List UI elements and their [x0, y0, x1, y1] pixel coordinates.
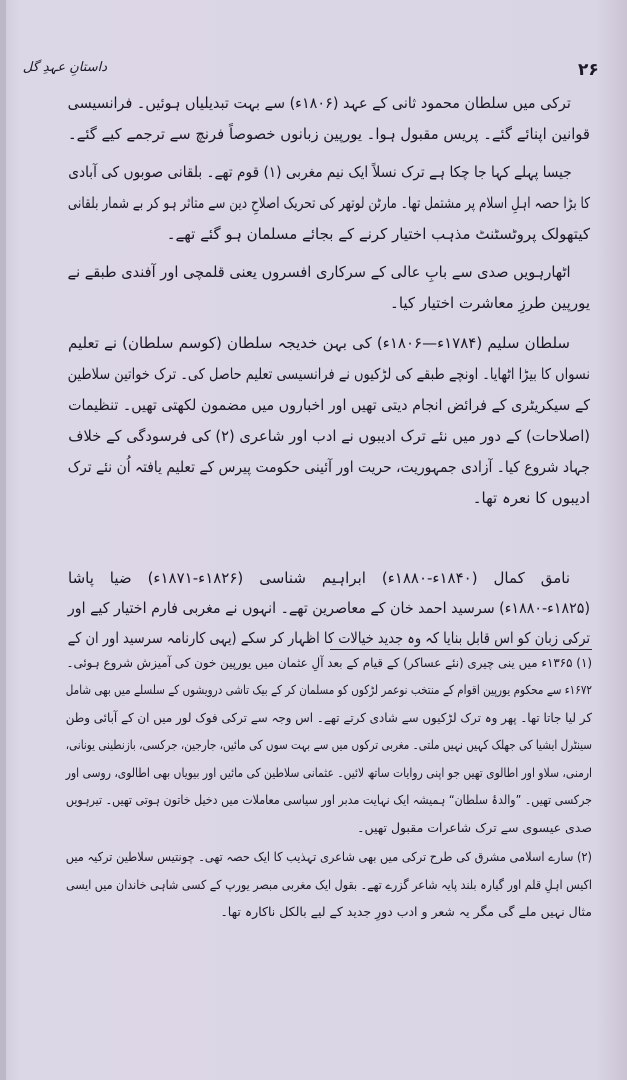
- body-line: ترکی میں سلطان محمود ثانی کے عہد (۱۸۰۶ء) سے بہت تبدیلیاں ہوئیں۔ فرانسیسی: [67, 94, 571, 112]
- body-line: نسواں کا بیڑا اٹھایا۔ اونچے طبقے کی لڑکیوں نے فرانسیسی تعلیم حاصل کی۔ ترک خواتین سلاطین: [67, 365, 591, 383]
- body-line: جہاد شروع کیا۔ آزادی جمہوریت، حریت اور آئینی حکومت پیرس کے تعلیم یافتہ اُن نئے ترک: [67, 458, 591, 476]
- footnote-line: سینٹرل ایشیا کی جھلک کہیں نہیں ملتی۔ مغربی ترکوں میں سے بہت سوں کی مائیں، جارجین، جرکسی، بازنطینی یونانی،: [65, 737, 592, 752]
- body-line: کا بڑا حصہ اہلِ اسلام پر مشتمل تھا۔ مارٹن لوتھر کی تحریک اصلاحِ دین سے متاثر ہو کر بے شمار بلقانی: [67, 194, 590, 212]
- running-header-title: داستانِ عہدِ گل: [22, 60, 107, 75]
- body-line: کیتھولک پروٹسٹنٹ مذہب اختیار کرنے کے بجائے مسلمان ہو گئے تھے۔: [166, 225, 590, 243]
- body-line: نامق کمال (۱۸۴۰ء-۱۸۸۰ء) ابراہیم شناسی (۱۸۲۶ء-۱۸۷۱ء) ضیا پاشا: [68, 569, 570, 587]
- page-edge: [0, 0, 6, 1080]
- footnote-line: مثال نہیں ملے گی مگر یہ شعر و ادب دورِ جدید کے لیے بالکل ناکارہ تھا۔: [220, 904, 592, 919]
- footnote-line: جرکسی تھیں۔ ”والدۂ سلطان“ ہمیشہ ایک نہایت مدبر اور سیاسی معاملات میں دخیل خاتون ہوتی تھیں۔ تیرہویں: [65, 792, 593, 807]
- footnote-line: صدی عیسوی سے ترک شاعرات مقبول تھیں۔: [357, 820, 592, 835]
- body-line: (۱۸۲۵ء-۱۸۸۰ء) سرسید احمد خان کے معاصرین تھے۔ انہوں نے مغربی فارم اختیار کیے اور: [67, 599, 590, 617]
- body-line: کے سیکریٹری کے فرائض انجام دیتی تھیں اور اخباروں میں مضمون لکھتی تھیں۔ تنظیمات: [68, 396, 590, 414]
- body-line: ادیبوں کا نعرہ تھا۔: [472, 489, 590, 507]
- footnote-line: اکیس اہلِ قلم اور گیارہ بلند پایہ شاعر گزرے تھے۔ بقول ایک مغربی مبصر یورپ کے کسی شاہی خاندان میں ایسی: [65, 877, 592, 892]
- body-line: قوانین اپنائے گئے۔ پریس مقبول ہوا۔ یورپین زبانوں خصوصاً فرنچ سے ترجمے کیے گئے۔: [68, 125, 591, 143]
- footnote-line: ارمنی، سلاو اور اطالوی تھیں جو اپنی روایات ساتھ لائیں۔ عثمانی سلاطین کی مائیں اور بیویاں بھی اطالوی، روسی اور: [65, 765, 592, 780]
- footnote-line: (۱) ۱۳۶۵ء میں ینی چیری (نئے عساکر) کے قیام کے بعد آلِ عثمان میں یورپین خون کی آمیزش شروع ہوئی۔: [66, 655, 592, 670]
- footnote-line: کر لیا جاتا تھا۔ پھر وہ ترک لڑکیوں سے شادی کرتے تھے۔ اس وجہ سے ترکی فوک لور میں ان کے آبائی وطن: [65, 710, 592, 725]
- body-line: ترکی زبان کو اس قابل بنایا کہ وہ جدید خیالات کا اظہار کر سکے (یہی کارنامہ سرسید اور ان کے: [67, 629, 590, 647]
- body-line: اٹھارہویں صدی سے بابِ عالی کے سرکاری افسروں یعنی قلمچی اور آفندی طبقے نے: [67, 263, 571, 281]
- footnote-divider: [330, 649, 592, 650]
- body-line: جیسا پہلے کہا جا چکا ہے ترک نسلاً ایک نیم مغربی (۱) قوم تھے۔ بلقانی صوبوں کی آبادی: [68, 163, 572, 181]
- page-number: ۲۶: [578, 60, 599, 80]
- body-line: (اصلاحات) کے دور میں نئے ترک ادیبوں نے ادب اور شاعری (۲) کی فرسودگی کے خلاف: [68, 427, 590, 445]
- footnote-line: (۲) سارے اسلامی مشرق کی طرح ترکی میں بھی شاعری تہذیب کا ایک حصہ تھی۔ چونتیس سلاطین ترکیہ میں: [65, 849, 592, 864]
- footnote-line: ۱۶۷۲ء سے محکوم یورپین اقوام کے منتخب نوعمر لڑکوں کو مسلمان کر کے بیک تاشی درویشوں کے سلسلے میں بھی شامل: [65, 682, 592, 697]
- body-line: یورپین طرزِ معاشرت اختیار کیا۔: [390, 294, 590, 312]
- body-line: سلطان سلیم (۱۷۸۴ء—۱۸۰۶ء) کی بہن خدیجہ سلطان (کوسم سلطان) نے تعلیم: [68, 334, 570, 352]
